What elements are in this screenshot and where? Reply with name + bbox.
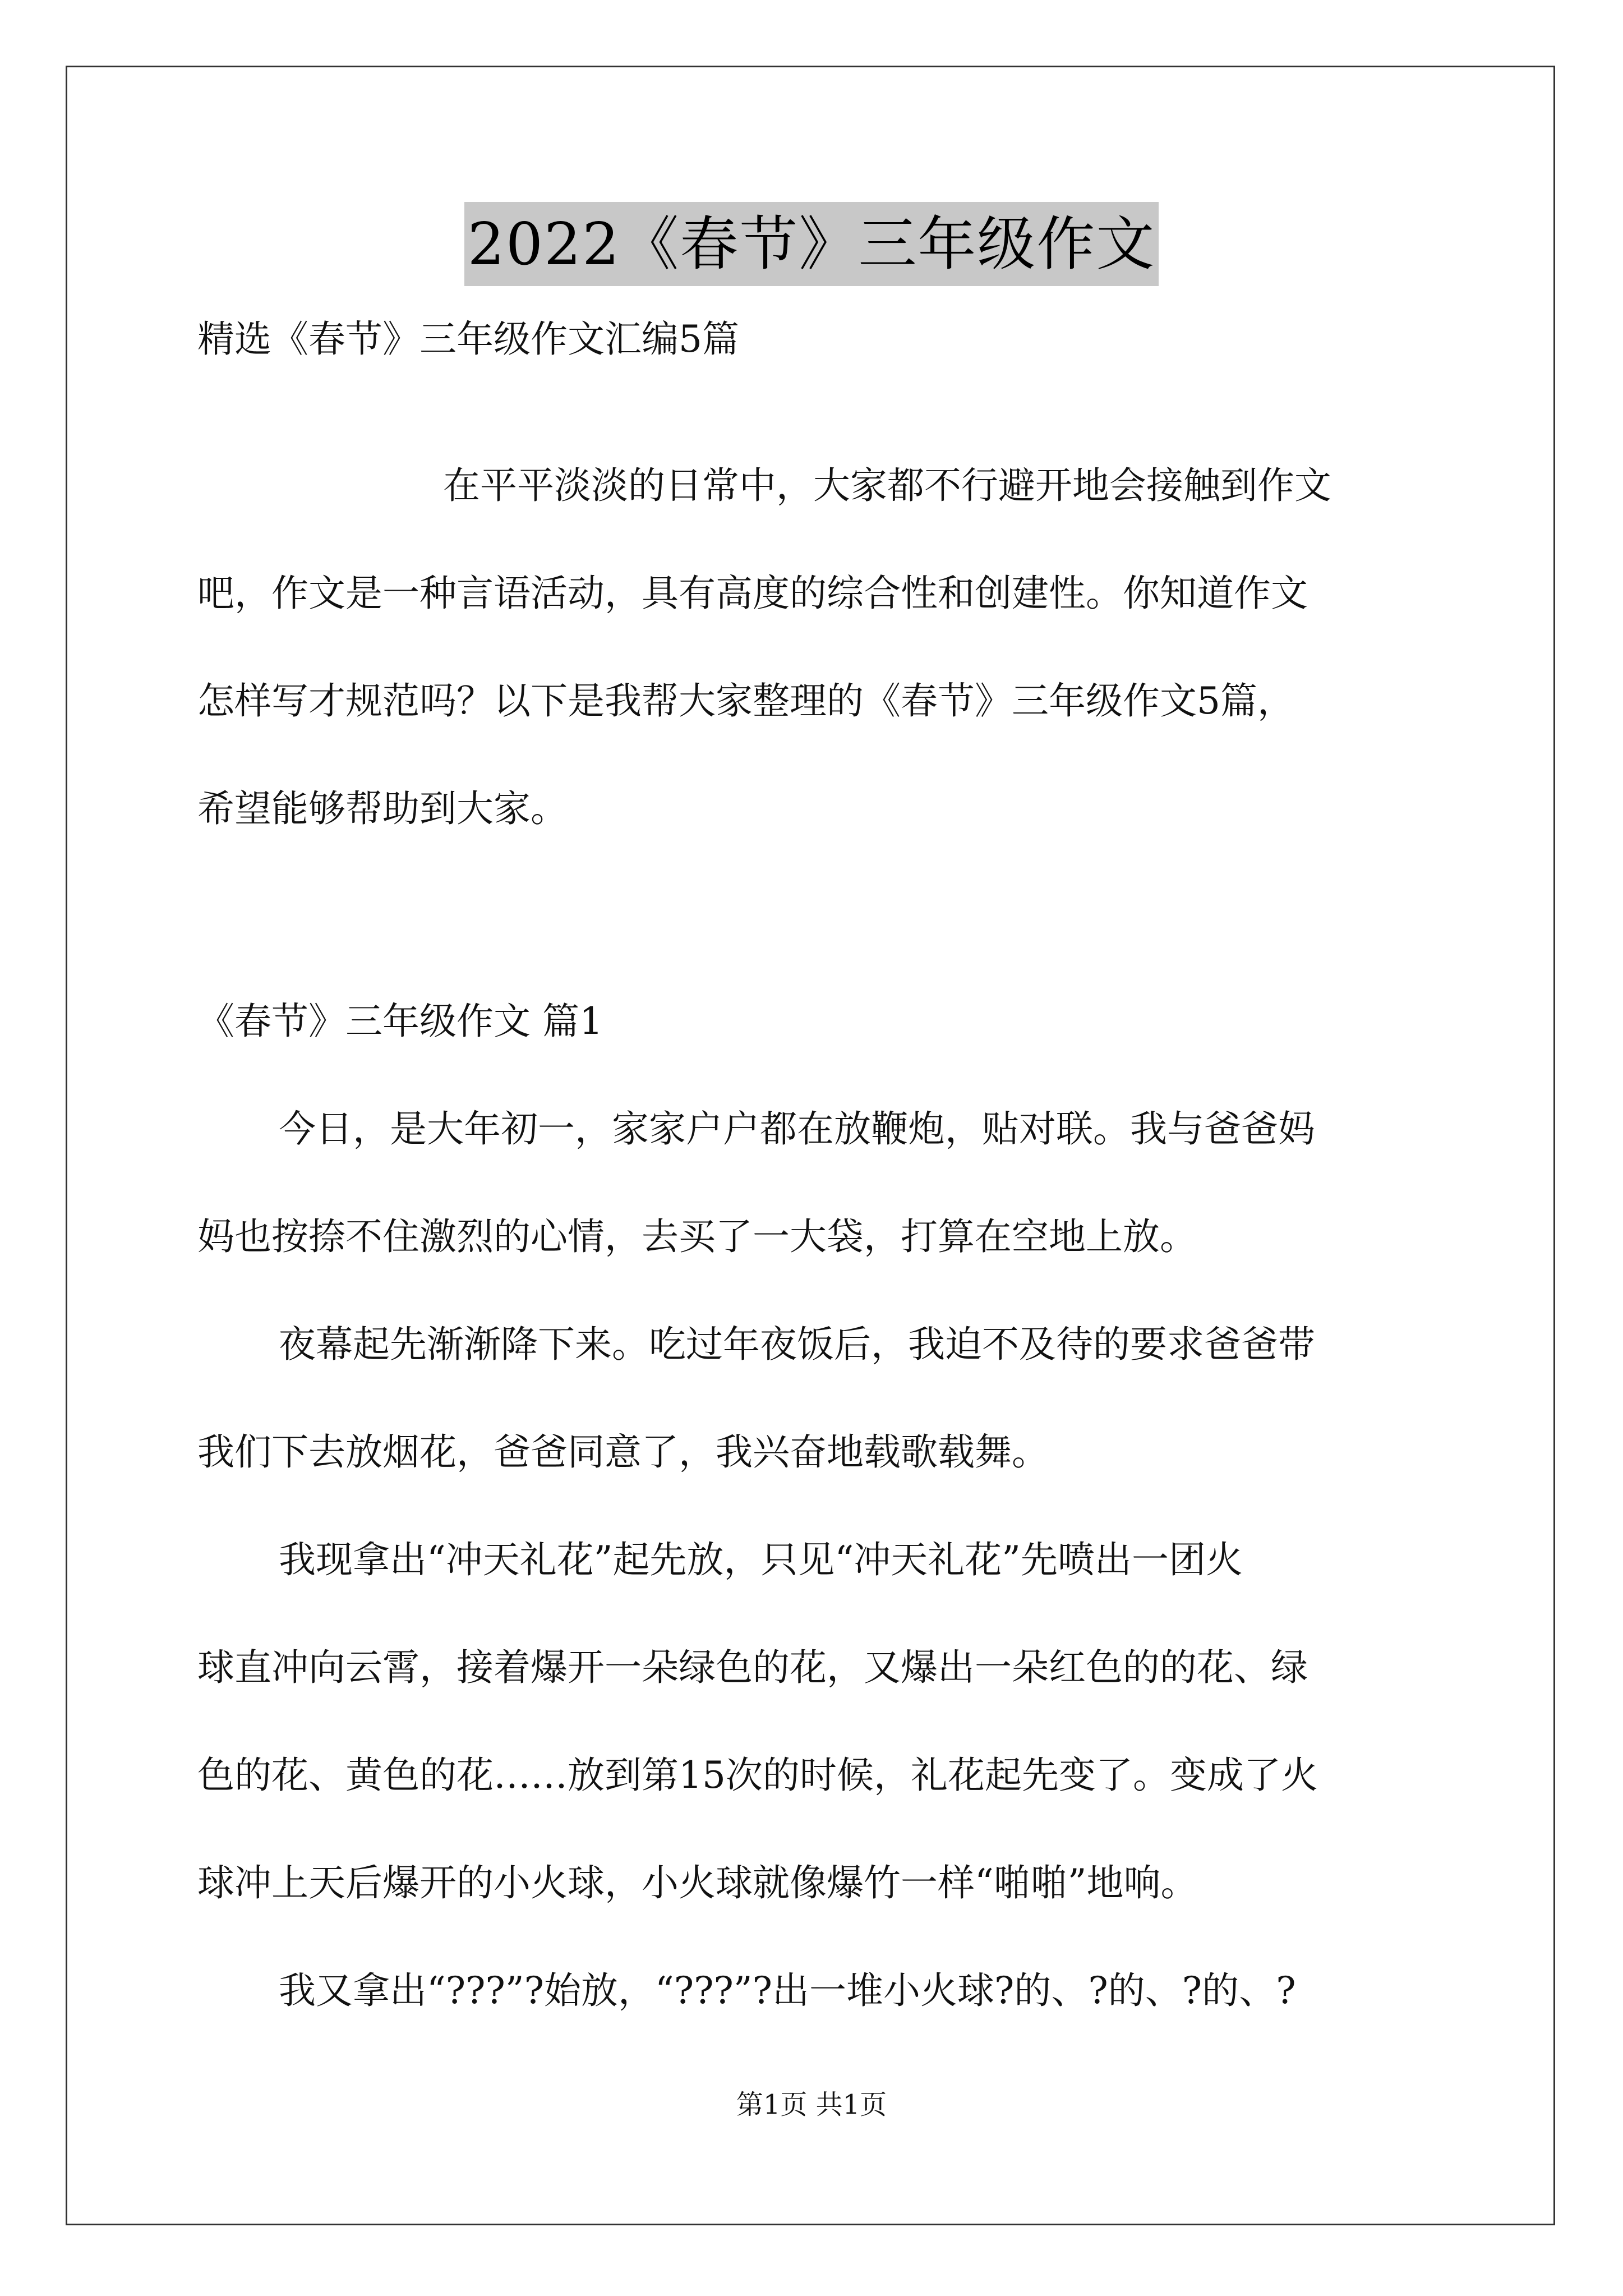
body-line: 球直冲向云霄，接着爆开一朵绿色的花，又爆出一朵红色的的花、绿 (197, 1646, 1308, 1689)
body-line: 球冲上天后爆开的小火球，小火球就像爆竹一样“啪啪”地响。 (197, 1861, 1198, 1904)
body-line: 我又拿出“???”?始放，“???”?出一堆小火球?的、?的、?的、? (279, 1969, 1296, 2012)
document-title: 2022《春节》三年级作文 (464, 202, 1159, 286)
body-line: 妈也按捺不住激烈的心情，去买了一大袋，打算在空地上放。 (197, 1215, 1197, 1258)
intro-line: 怎样写才规范吗？以下是我帮大家整理的《春节》三年级作文5篇， (197, 679, 1294, 723)
page-footer: 第1页 共1页 (736, 2089, 887, 2120)
document-subtitle: 精选《春节》三年级作文汇编5篇 (197, 318, 739, 361)
body-line: 色的花、黄色的花……放到第15次的时候，礼花起先变了。变成了火 (197, 1754, 1318, 1797)
intro-line: 在平平淡淡的日常中，大家都不行避开地会接触到作文 (443, 464, 1331, 507)
title-container (0, 202, 1623, 286)
body-line: 我们下去放烟花，爸爸同意了，我兴奋地载歌载舞。 (197, 1430, 1049, 1474)
intro-line: 吧，作文是一种言语活动，具有高度的综合性和创建性。你知道作文 (197, 572, 1308, 615)
section-heading: 《春节》三年级作文 篇1 (197, 1000, 603, 1043)
body-line: 夜幕起先渐渐降下来。吃过年夜饭后，我迫不及待的要求爸爸带 (279, 1323, 1315, 1366)
intro-line: 希望能够帮助到大家。 (197, 787, 568, 830)
body-line: 今日，是大年初一，家家户户都在放鞭炮，贴对联。我与爸爸妈 (279, 1107, 1315, 1151)
body-line: 我现拿出“冲天礼花”起先放，只见“冲天礼花”先喷出一团火 (279, 1538, 1243, 1581)
